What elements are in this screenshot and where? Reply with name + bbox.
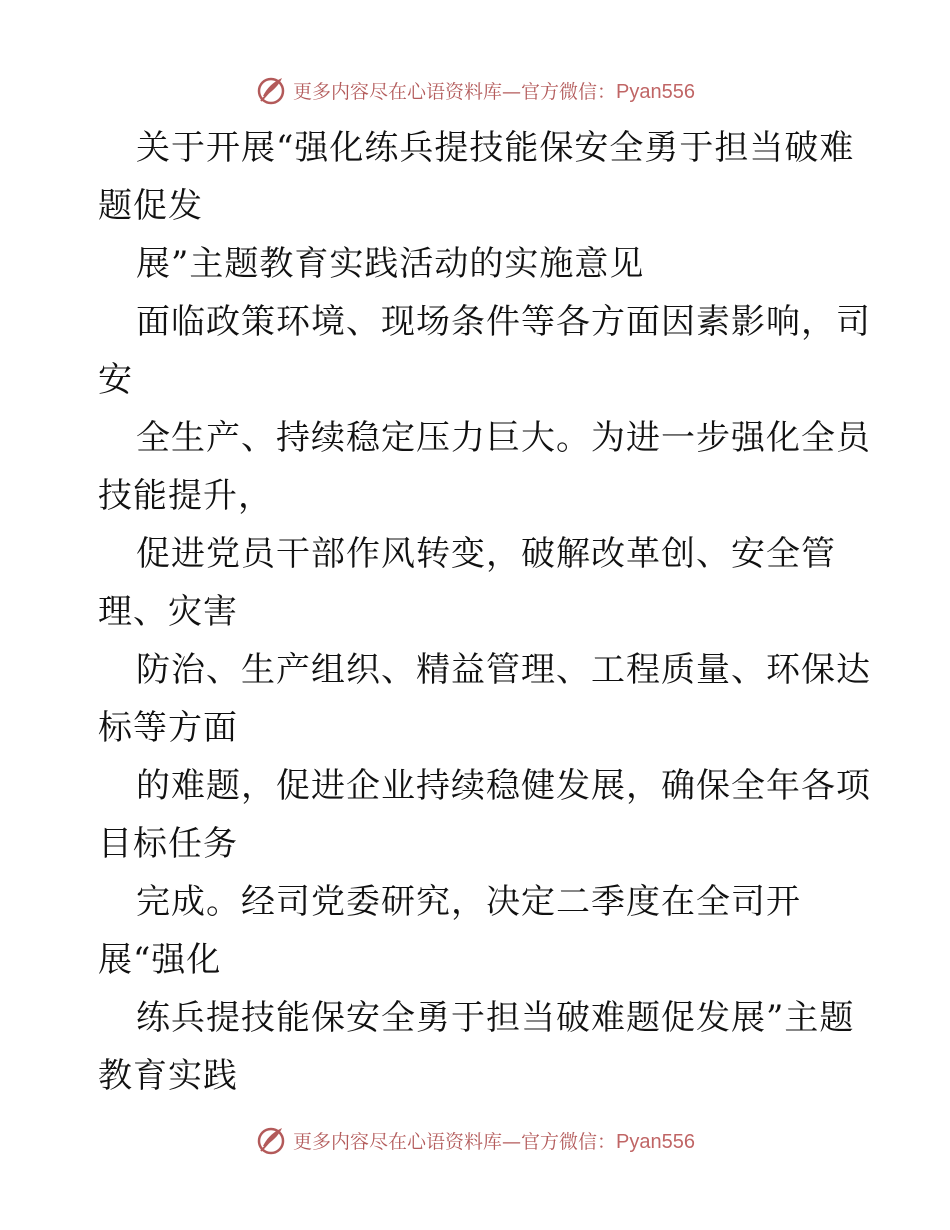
wechat-id: Pyan556 xyxy=(616,80,695,103)
text-line: 理、灾害 xyxy=(98,592,238,632)
text-line: 展“强化 xyxy=(98,940,222,980)
text-line: 促进党员干部作风转变，破解改革创、安全管 xyxy=(136,534,836,574)
header-watermark xyxy=(0,70,950,110)
text-line: 关于开展“强化练兵提技能保安全勇于担当破难 xyxy=(136,128,855,168)
text-line: 面临政策环境、现场条件等各方面因素影响，司 xyxy=(136,302,871,342)
text-line: 的难题，促进企业持续稳健发展，确保全年各项 xyxy=(136,766,871,806)
wechat-id: Pyan556 xyxy=(616,1130,695,1153)
watermark-text: 更多内容尽在心语资料库—官方微信：Pyan556 xyxy=(293,80,695,103)
feather-logo-icon xyxy=(255,74,287,106)
text-line: 技能提升， xyxy=(98,476,273,516)
text-line: 展”主题教育实践活动的实施意见 xyxy=(136,244,645,284)
text-line: 标等方面 xyxy=(98,708,238,748)
text-line: 全生产、持续稳定压力巨大。为进一步强化全员 xyxy=(136,418,871,458)
text-line: 教育实践 xyxy=(98,1056,238,1096)
text-line: 练兵提技能保安全勇于担当破难题促发展”主题 xyxy=(136,998,855,1038)
text-line: 完成。经司党委研究，决定二季度在全司开 xyxy=(136,882,801,922)
text-line: 题促发 xyxy=(98,186,203,226)
footer-watermark xyxy=(0,1120,950,1160)
feather-logo-icon xyxy=(255,1124,287,1156)
text-line: 安 xyxy=(98,360,133,400)
text-line: 目标任务 xyxy=(98,824,238,864)
watermark-text: 更多内容尽在心语资料库—官方微信：Pyan556 xyxy=(293,1130,695,1153)
text-line: 防治、生产组织、精益管理、工程质量、环保达 xyxy=(136,650,871,690)
